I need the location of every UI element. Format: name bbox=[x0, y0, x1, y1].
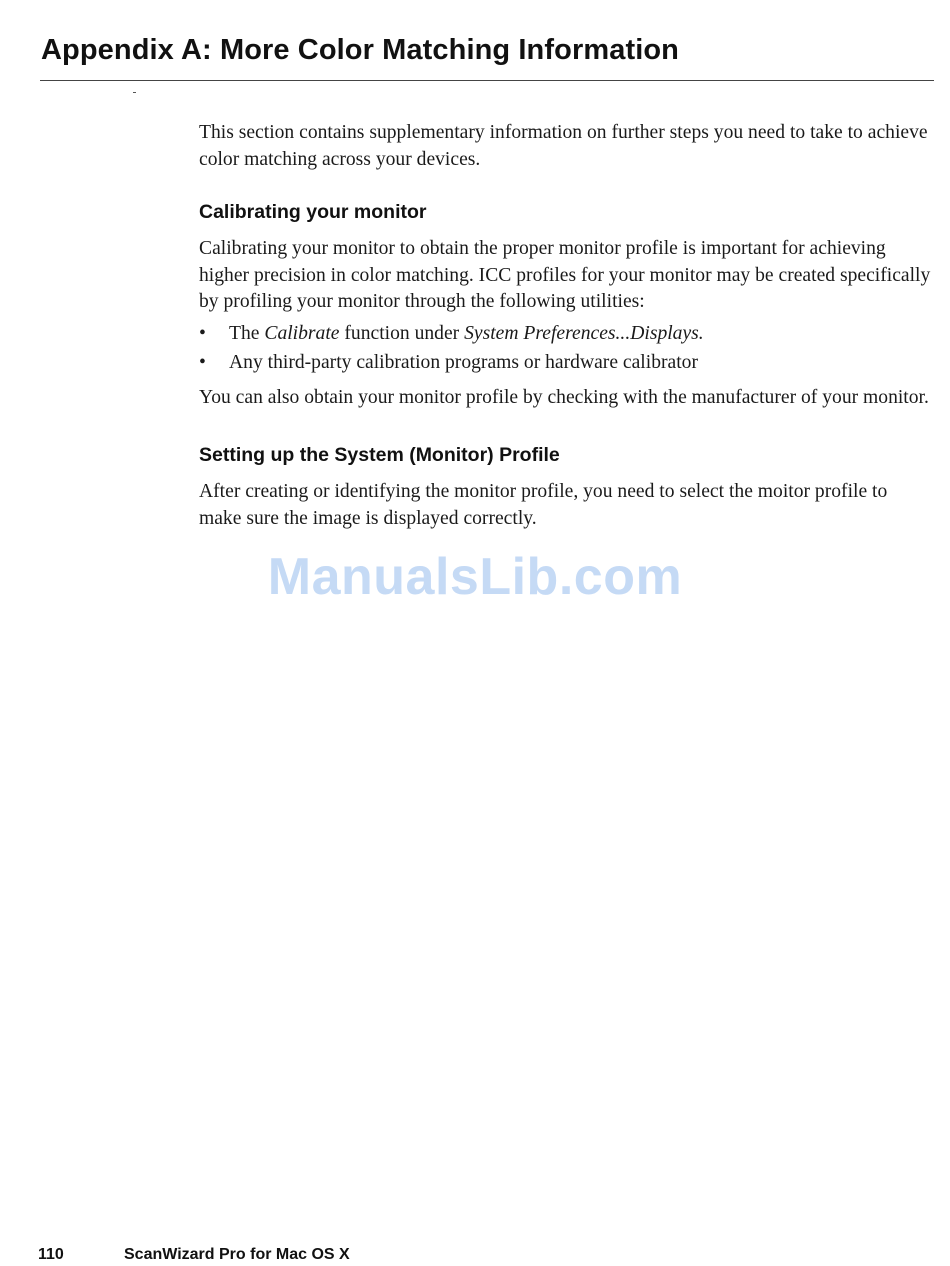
margin-mark bbox=[133, 92, 136, 93]
system-preferences-path: System Preferences...Displays. bbox=[464, 322, 704, 344]
calibrate-term: Calibrate bbox=[264, 322, 340, 344]
utilities-list bbox=[199, 321, 934, 377]
watermark: ManualsLib.com bbox=[267, 548, 683, 606]
bullet-icon: • bbox=[199, 322, 206, 344]
footer-doc-title: ScanWizard Pro for Mac OS X bbox=[124, 1246, 350, 1263]
section-heading-calibrating: Calibrating your monitor bbox=[199, 201, 427, 223]
setup-paragraph: After creating or identifying the monitor profile, you need to select the moitor profile to make sure the image is displayed correctly. bbox=[199, 481, 888, 529]
section-heading-setup: Setting up the System (Monitor) Profile bbox=[199, 444, 560, 466]
calibrating-paragraph: Calibrating your monitor to obtain the proper monitor profile is important for achieving higher precision in color matching. ICC profiles for your monitor may be created specifically by profiling your monitor through the following utilities: bbox=[199, 238, 931, 312]
page-number: 110 bbox=[38, 1246, 64, 1263]
bullet-text: Any third-party calibration programs or hardware calibrator bbox=[229, 352, 698, 373]
list-item bbox=[199, 350, 934, 377]
bullet-icon: • bbox=[199, 352, 206, 373]
page-title: Appendix A: More Color Matching Information bbox=[41, 34, 679, 66]
bullet-text-middle: function under bbox=[339, 322, 465, 344]
main-content bbox=[199, 120, 934, 532]
title-divider bbox=[40, 80, 934, 81]
list-item bbox=[199, 321, 934, 348]
bullet-text-prefix: The bbox=[229, 322, 265, 344]
closing-paragraph: You can also obtain your monitor profile by checking with the manufacturer of your monitor. bbox=[199, 386, 929, 408]
intro-paragraph: This section contains supplementary information on further steps you need to take to achieve color matching across your devices. bbox=[199, 122, 928, 170]
